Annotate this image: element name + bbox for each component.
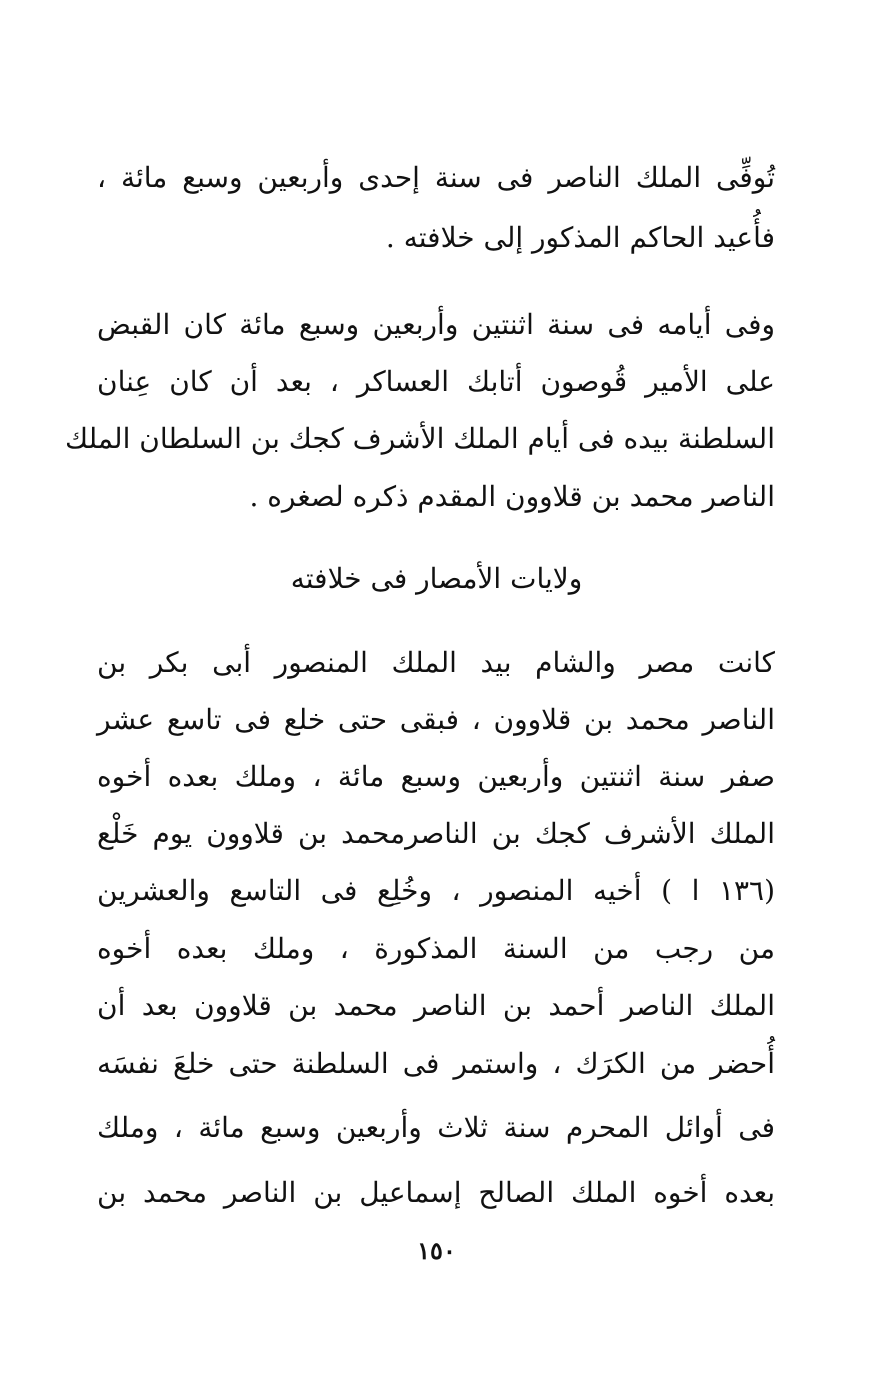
paragraph-1-line-1: تُوفِّى الملك الناصر فى سنة إحدى وأربعين وسبع مائة ، <box>97 161 775 194</box>
paragraph-3-line-5: (١٣٦ ا ) أخيه المنصور ، وخُلِع فى التاسع والعشرين <box>97 874 775 907</box>
paragraph-1-line-2: فأُعيد الحاكم المذكور إلى خلافته . <box>385 221 775 254</box>
paragraph-3-line-3: صفر سنة اثنتين وأربعين وسبع مائة ، وملك بعده أخوه <box>97 760 775 793</box>
section-heading: ولايات الأمصار فى خلافته <box>290 562 583 595</box>
paragraph-3-line-10: بعده أخوه الملك الصالح إسماعيل بن الناصر محمد بن <box>97 1176 775 1209</box>
paragraph-2-line-1: وفى أيامه فى سنة اثنتين وأربعين وسبع مائة كان القبض <box>97 308 775 341</box>
paragraph-3-line-4: الملك الأشرف كجك بن الناصرمحمد بن قلاوون يوم خَلْع <box>97 817 775 850</box>
paragraph-3-line-9: فى أوائل المحرم سنة ثلاث وأربعين وسبع مائة ، وملك <box>97 1111 775 1144</box>
paragraph-2-line-2: على الأمير قُوصون أتابك العساكر ، بعد أن كان عِنان <box>97 365 775 398</box>
paragraph-3-line-7: الملك الناصر أحمد بن الناصر محمد بن قلاوون بعد أن <box>97 989 775 1022</box>
paragraph-2-line-3: السلطنة بيده فى أيام الملك الأشرف كجك بن السلطان الملك <box>64 422 775 455</box>
paragraph-2-line-4: الناصر محمد بن قلاوون المقدم ذكره لصغره . <box>249 480 775 513</box>
paragraph-3-line-6: من رجب من السنة المذكورة ، وملك بعده أخوه <box>97 932 775 965</box>
paragraph-3-line-2: الناصر محمد بن قلاوون ، فبقى حتى خلع فى تاسع عشر <box>97 703 775 736</box>
paragraph-3-line-8: أُحضر من الكرَك ، واستمر فى السلطنة حتى خلعَ نفسَه <box>97 1047 775 1080</box>
page-number: ١٥٠ <box>417 1236 456 1265</box>
paragraph-3-line-1: كانت مصر والشام بيد الملك المنصور أبى بكر بن <box>97 646 775 679</box>
